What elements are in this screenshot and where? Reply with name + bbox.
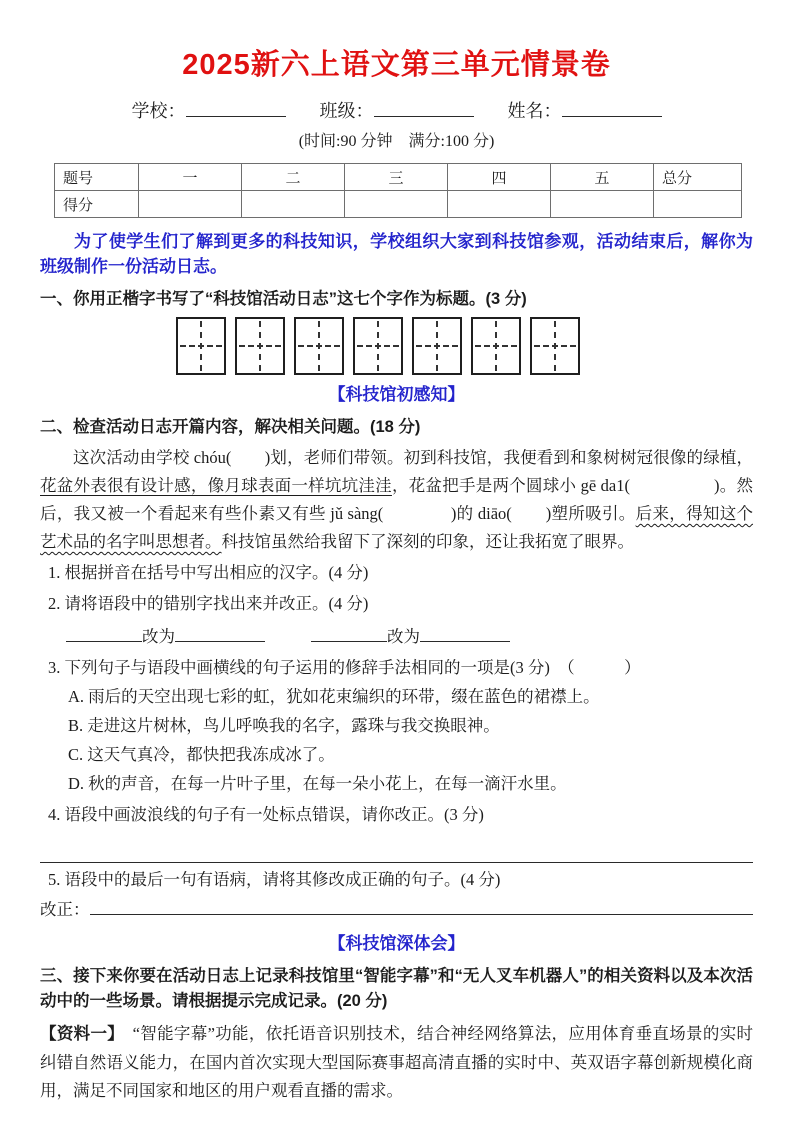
q2-change-label: 改为 (142, 627, 175, 646)
score-header-cell: 一 (139, 164, 242, 191)
question-2-answer-blanks (40, 623, 753, 651)
page-title: 2025新六上语文第三单元情景卷 (182, 49, 611, 81)
question-1: 1. 根据拼音在括号中写出相应的汉字。(4 分) (48, 563, 369, 582)
question-4: 4. 语段中画波浪线的句子有一处标点错误，请你改正。(3 分) (48, 805, 484, 824)
class-label: 班级： (319, 101, 374, 121)
correction-blank (90, 898, 754, 915)
section-three-heading: 三、接下来你要在活动日志上记录科技馆里“智能字幕”和“无人叉车机器人”的相关资料以及本次活动中的一些场景。请根据提示完成记录。(20 分) (40, 967, 753, 1010)
name-blank (562, 98, 662, 117)
score-table-score-row (55, 191, 742, 218)
passage-text: ，花盆把手是两个圆球小 gē da1( )。然后，我又被一个看起来有些仆素又有些 jǔ sàng( )的 diāo( )塑所吸引。 (40, 476, 754, 523)
score-empty-cell (139, 191, 242, 218)
section-one-heading: 一、你用正楷字书写了“科技馆活动日志”这七个字作为标题。(3 分) (40, 290, 527, 308)
material-one-text: “智能字幕”功能，依托语音识别技术，结合神经网络算法，应用体育垂直场景的实时纠错自然语义能力，在国内首次实现大型国际赛事超高清直播的实时中、英双语字幕创新规模化商用，满足不同国家和地区的用户观看直播的需求。 (40, 1024, 754, 1100)
option-a: A. 雨后的天空出现七彩的虹，犹如花束编织的环带，缀在蓝色的裙襟上。 (68, 687, 600, 706)
score-header-cell: 题号 (55, 164, 139, 191)
banner-deep-experience: 【科技馆深体会】 (328, 934, 465, 953)
score-header-cell: 五 (551, 164, 654, 191)
writing-grid-box (176, 317, 226, 375)
passage-text: 科技馆虽然给我留下了深刻的印象，还让我拓宽了眼界。 (221, 532, 634, 551)
writing-grid-box (294, 317, 344, 375)
score-table (54, 163, 742, 218)
score-empty-cell (448, 191, 551, 218)
option-d: D. 秋的声音，在每一片叶子里，在每一朵小花上，在每一滴汗水里。 (68, 774, 567, 793)
name-field (508, 98, 662, 124)
q5-correction-row (40, 896, 753, 924)
section-two-heading: 二、检查活动日志开篇内容，解决相关问题。(18 分) (40, 418, 421, 436)
option-b: B. 走进这片树林，鸟儿呼唤我的名字，露珠与我交换眼神。 (68, 716, 500, 735)
score-header-cell: 二 (242, 164, 345, 191)
writing-grid-box (353, 317, 403, 375)
passage-text: 这次活动由学校 chóu( )划，老师们带领。初到科技馆，我便看到和象树树冠很像的绿植， (73, 448, 753, 467)
question-5: 5. 语段中的最后一句有语病，请将其修改成正确的句子。(4 分) (48, 870, 501, 889)
class-field (320, 98, 474, 124)
score-empty-cell (242, 191, 345, 218)
score-header-cell: 四 (448, 164, 551, 191)
banner-first-impression: 【科技馆初感知】 (328, 385, 465, 404)
q2-change-label: 改为 (387, 627, 420, 646)
class-blank (374, 98, 474, 117)
q2-blank (175, 625, 265, 642)
question-2: 2. 请将语段中的错别字找出来并改正。(4 分) (48, 594, 369, 613)
score-empty-cell (654, 191, 742, 218)
time-limit-line: (时间:90 分钟 满分:100 分) (298, 133, 495, 150)
score-empty-cell (345, 191, 448, 218)
score-row-label: 得分 (55, 191, 139, 218)
student-info-row (40, 98, 753, 124)
reading-passage (40, 444, 753, 556)
writing-grid-box (530, 317, 580, 375)
q2-blank (66, 625, 142, 642)
writing-grid-row (40, 317, 753, 375)
score-empty-cell (551, 191, 654, 218)
writing-grid-box (235, 317, 285, 375)
question-3: 3. 下列句子与语段中画横线的句子运用的修辞手法相同的一项是(3 分) （ ） (48, 658, 641, 677)
scenario-intro-paragraph: 为了使学生们了解到更多的科技知识，学校组织大家到科技馆参观，活动结束后，解你为班级制作一份活动日志。 (40, 232, 753, 276)
school-label: 学校： (131, 101, 186, 121)
score-table-header-row (55, 164, 742, 191)
q2-blank (311, 625, 387, 642)
school-field (132, 98, 286, 124)
name-label: 姓名： (507, 101, 562, 121)
school-blank (186, 98, 286, 117)
q2-blank (420, 625, 510, 642)
passage-underlined-sentence: 花盆外表很有设计感，像月球表面一样坑坑洼洼 (40, 476, 392, 495)
correction-label: 改正： (40, 900, 90, 919)
q4-answer-line (40, 835, 753, 863)
score-header-cell: 总分 (654, 164, 742, 191)
score-header-cell: 三 (345, 164, 448, 191)
material-one-label: 【资料一】 (40, 1025, 116, 1043)
writing-grid-box (471, 317, 521, 375)
option-c: C. 这天气真冷，都快把我冻成冰了。 (68, 745, 335, 764)
writing-grid-box (412, 317, 462, 375)
material-one-paragraph (40, 1020, 753, 1106)
passage-wavy-sentence: 后来，得知这个艺术品的名字叫思想者。 (40, 504, 754, 551)
